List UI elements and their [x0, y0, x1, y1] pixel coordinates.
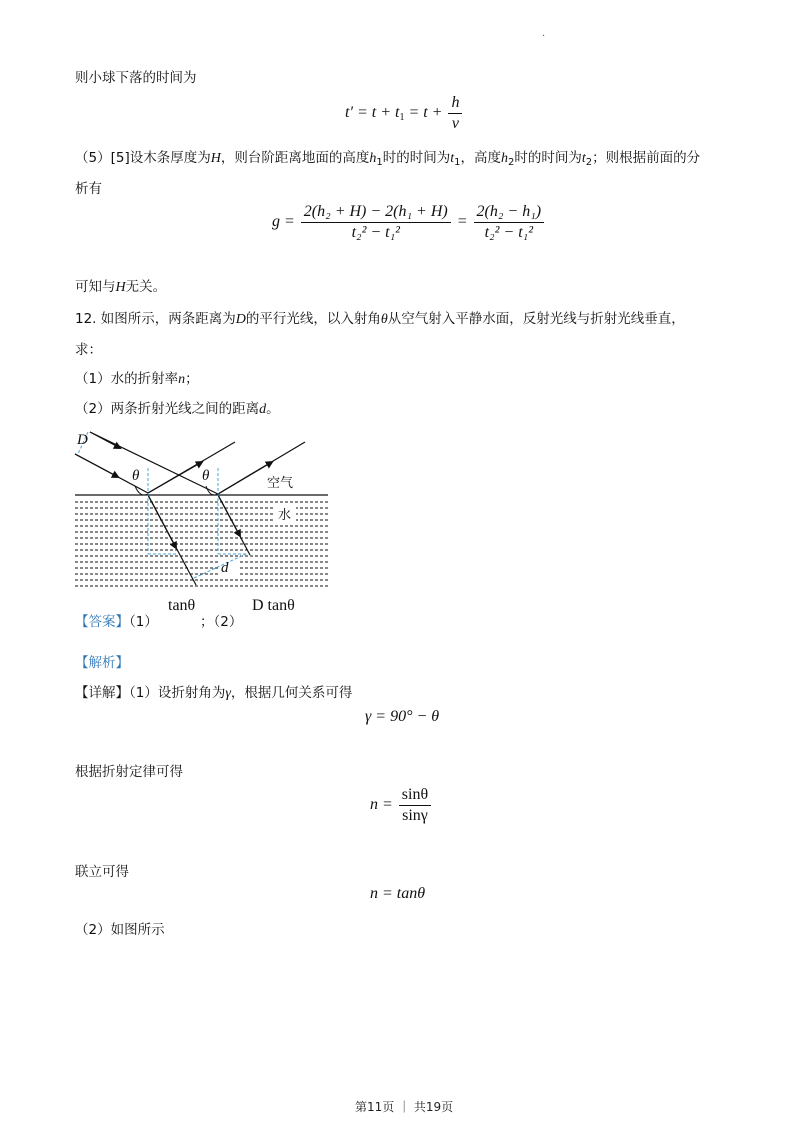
reflected-ray-right-arrow: [218, 462, 272, 494]
page-footer: 第11页 ｜ 共19页: [355, 1100, 454, 1114]
equation-n: [370, 786, 433, 825]
eq-time-mid: = t +: [404, 104, 443, 122]
detail-tag: 【详解】: [75, 685, 129, 701]
question-12-part-2: [75, 397, 280, 418]
incident-ray-left-arrow: [75, 454, 118, 477]
eq-g-num: 2(h₂ + H) − 2(h₁ + H): [301, 203, 451, 223]
refraction-figure: [60, 420, 340, 600]
label-air: 空气: [267, 476, 294, 491]
p2-part-e: 时的时间为: [514, 150, 582, 166]
sym-H: H: [210, 151, 221, 166]
question-12-ask: 求：: [75, 342, 102, 358]
sym-t1: t: [450, 151, 455, 166]
eq-n-fraction: [399, 786, 431, 825]
sym-t2: t: [581, 151, 586, 166]
sym-H-2: H: [115, 280, 126, 295]
eq-g-den2: t₂² − t₁²: [484, 224, 534, 241]
equation-fall-time: [345, 94, 464, 133]
paragraph-combine: 联立可得: [75, 864, 129, 880]
eq-n-lhs: n =: [370, 796, 393, 814]
answer-tag: 【答案】: [75, 614, 129, 630]
sym-t1-sub: 1: [454, 157, 461, 168]
label-D: D: [77, 432, 88, 448]
sym-n: n: [178, 372, 186, 387]
eq-n-den: sinγ: [402, 807, 428, 824]
q12-part-c: 从空气射入平静水面，反射光线与折射光线垂直，: [387, 311, 685, 327]
eq-time-sub: 1: [399, 112, 405, 124]
paragraph-analysis: 析有: [75, 181, 102, 197]
answer-line: [75, 610, 158, 630]
eq-g-den: t₂² − t₁²: [351, 224, 400, 241]
sym-t2-sub: 2: [585, 157, 593, 168]
refracted-ray-right-arrow: [218, 495, 240, 536]
q2-part-a: （2）两条折射光线之间的距离: [75, 401, 260, 417]
sym-h2: h: [500, 151, 508, 166]
p2-part-f: ；则根据前面的分: [592, 150, 701, 166]
eq-g-equals: =: [456, 213, 468, 231]
analysis-tag: 【解析】: [75, 655, 129, 671]
eq-g-num2: 2(h₂ − h₁): [474, 203, 545, 223]
paragraph-conclusion: [75, 275, 166, 296]
equation-n-tan: n = tanθ: [370, 885, 426, 902]
p2-part-a: （5）[5]设木条厚度为: [75, 150, 211, 166]
equation-gamma: γ = 90° − θ: [365, 708, 440, 725]
answer-value-2: D tanθ: [252, 597, 295, 614]
label-d: d: [221, 560, 229, 576]
paragraph-part-2: （2）如图所示: [75, 922, 165, 938]
sym-d: d: [259, 402, 267, 417]
q1-part-a: （1）水的折射率: [75, 371, 179, 387]
q12-part-b: 的平行光线，以入射角: [245, 311, 381, 327]
eq-time-den: v: [451, 115, 460, 132]
paragraph-refraction-law: 根据折射定律可得: [75, 764, 183, 780]
q12-part-a: 12. 如图所示，两条距离为: [75, 311, 236, 327]
eq-time-fraction: [448, 94, 462, 133]
sym-h1-sub: 1: [376, 157, 383, 168]
eq-time-num: h: [448, 94, 462, 114]
answer-value-1: tanθ: [168, 597, 196, 614]
label-theta-left: θ: [132, 468, 140, 484]
p4-part-b: 无关。: [125, 279, 167, 295]
sym-D: D: [235, 312, 246, 327]
equation-g: [272, 203, 546, 242]
reflected-ray-left-arrow: [148, 462, 202, 493]
question-12-stem: [75, 307, 685, 328]
detail-part-a: （1）设折射角为: [129, 685, 226, 701]
sym-h2-sub: 2: [507, 157, 515, 168]
eq-g-fraction-2: [474, 203, 545, 242]
sym-gamma: γ: [225, 686, 231, 701]
detail-line: [75, 681, 352, 702]
p2-part-b: ，则台阶距离地面的高度: [220, 150, 370, 166]
paragraph-fall-time: 则小球下落的时间为: [75, 70, 197, 86]
p2-part-c: 时的时间为: [382, 150, 451, 166]
detail-part-b: ，根据几何关系可得: [230, 685, 353, 701]
eq-g-fraction-1: [301, 203, 451, 242]
answer-label-1: （1）: [129, 614, 158, 630]
sym-theta: θ: [380, 312, 388, 327]
p2-part-d: ，高度: [460, 150, 501, 166]
question-12-part-1: [75, 367, 199, 388]
q1-part-b: ；: [185, 371, 199, 387]
answer-label-2: ；（2）: [200, 614, 243, 630]
refracted-ray-left-arrow: [148, 495, 176, 548]
label-water: 水: [278, 508, 292, 523]
eq-n-num: sinθ: [399, 786, 431, 806]
paragraph-step5: [75, 146, 700, 168]
eq-time-lhs: t′ = t + t: [345, 104, 400, 122]
q2-part-b: 。: [266, 401, 280, 417]
label-theta-right: θ: [202, 468, 210, 484]
eq-g-lhs: g =: [272, 213, 295, 231]
p4-part-a: 可知与: [75, 279, 116, 295]
sym-h1: h: [369, 151, 377, 166]
top-mark: .: [542, 28, 546, 39]
